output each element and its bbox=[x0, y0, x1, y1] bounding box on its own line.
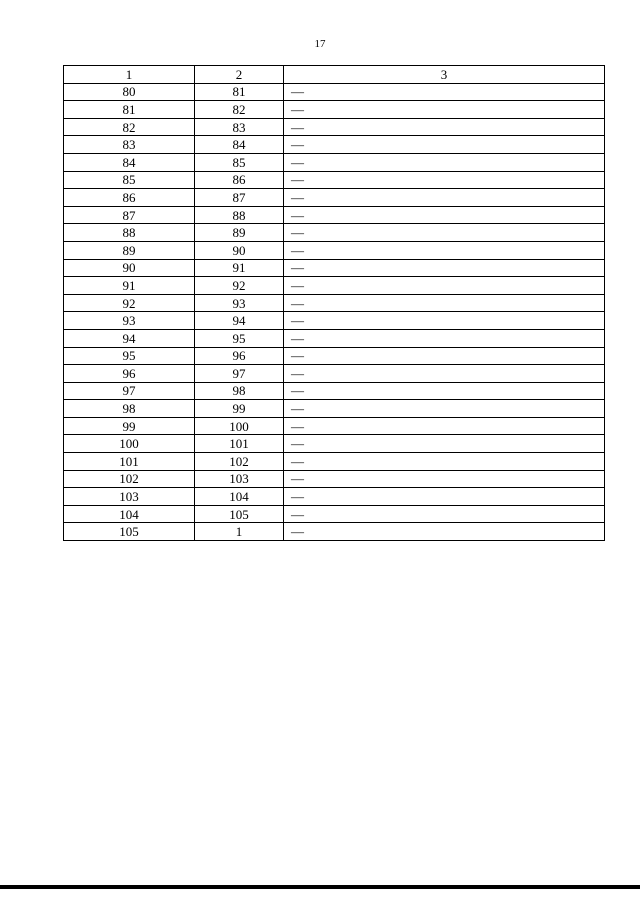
table-cell-col-3: — bbox=[284, 153, 605, 171]
table-cell-col-1: 98 bbox=[64, 400, 195, 418]
table-cell-col-2: 82 bbox=[195, 101, 284, 119]
table-cell-col-1: 102 bbox=[64, 470, 195, 488]
table-row bbox=[64, 329, 605, 347]
table-cell-col-3: — bbox=[284, 189, 605, 207]
table-cell-col-2: 103 bbox=[195, 470, 284, 488]
table-cell-col-1: 96 bbox=[64, 365, 195, 383]
table-cell-col-1: 100 bbox=[64, 435, 195, 453]
table-row bbox=[64, 488, 605, 506]
table-row bbox=[64, 470, 605, 488]
table-cell-col-2: 81 bbox=[195, 83, 284, 101]
column-header-2: 2 bbox=[195, 66, 284, 84]
table-row bbox=[64, 136, 605, 154]
table-row bbox=[64, 453, 605, 471]
table-cell-col-2: 89 bbox=[195, 224, 284, 242]
table-cell-col-2: 95 bbox=[195, 329, 284, 347]
table-cell-col-1: 90 bbox=[64, 259, 195, 277]
table-cell-col-3: — bbox=[284, 224, 605, 242]
table-cell-col-3: — bbox=[284, 206, 605, 224]
data-table bbox=[63, 65, 605, 541]
table-row bbox=[64, 153, 605, 171]
column-header-1: 1 bbox=[64, 66, 195, 84]
table-cell-col-3: — bbox=[284, 277, 605, 295]
table-cell-col-1: 95 bbox=[64, 347, 195, 365]
table-row bbox=[64, 241, 605, 259]
table-cell-col-2: 86 bbox=[195, 171, 284, 189]
table-cell-col-1: 97 bbox=[64, 382, 195, 400]
table-cell-col-1: 88 bbox=[64, 224, 195, 242]
table-cell-col-2: 91 bbox=[195, 259, 284, 277]
table-row bbox=[64, 171, 605, 189]
table-cell-col-2: 102 bbox=[195, 453, 284, 471]
table-cell-col-2: 92 bbox=[195, 277, 284, 295]
table-row bbox=[64, 400, 605, 418]
table-cell-col-3: — bbox=[284, 329, 605, 347]
table-cell-col-1: 86 bbox=[64, 189, 195, 207]
table-cell-col-3: — bbox=[284, 83, 605, 101]
table-cell-col-2: 101 bbox=[195, 435, 284, 453]
table-cell-col-2: 88 bbox=[195, 206, 284, 224]
table-row bbox=[64, 83, 605, 101]
table-cell-col-1: 89 bbox=[64, 241, 195, 259]
table-cell-col-3: — bbox=[284, 171, 605, 189]
table-cell-col-3: — bbox=[284, 136, 605, 154]
table-cell-col-2: 87 bbox=[195, 189, 284, 207]
table-row bbox=[64, 294, 605, 312]
table-row bbox=[64, 101, 605, 119]
table-cell-col-1: 94 bbox=[64, 329, 195, 347]
table-row bbox=[64, 382, 605, 400]
table-cell-col-3: — bbox=[284, 101, 605, 119]
table-row bbox=[64, 224, 605, 242]
table-cell-col-2: 97 bbox=[195, 365, 284, 383]
table-cell-col-1: 93 bbox=[64, 312, 195, 330]
table-cell-col-2: 100 bbox=[195, 417, 284, 435]
table-row bbox=[64, 347, 605, 365]
table-cell-col-1: 84 bbox=[64, 153, 195, 171]
table-header-row bbox=[64, 66, 605, 84]
table-cell-col-1: 85 bbox=[64, 171, 195, 189]
table-cell-col-2: 83 bbox=[195, 118, 284, 136]
table-row bbox=[64, 118, 605, 136]
table-row bbox=[64, 206, 605, 224]
table-cell-col-1: 101 bbox=[64, 453, 195, 471]
table-cell-col-3: — bbox=[284, 453, 605, 471]
table-cell-col-2: 96 bbox=[195, 347, 284, 365]
table-cell-col-1: 104 bbox=[64, 505, 195, 523]
table-row bbox=[64, 312, 605, 330]
table-cell-col-3: — bbox=[284, 435, 605, 453]
table-cell-col-1: 105 bbox=[64, 523, 195, 541]
table-row bbox=[64, 189, 605, 207]
table-cell-col-3: — bbox=[284, 470, 605, 488]
table-cell-col-2: 104 bbox=[195, 488, 284, 506]
table-cell-col-3: — bbox=[284, 241, 605, 259]
table-body bbox=[64, 83, 605, 540]
column-header-3: 3 bbox=[284, 66, 605, 84]
table-cell-col-3: — bbox=[284, 294, 605, 312]
table-row bbox=[64, 277, 605, 295]
table-cell-col-1: 83 bbox=[64, 136, 195, 154]
table-cell-col-3: — bbox=[284, 488, 605, 506]
table-row bbox=[64, 505, 605, 523]
table-cell-col-3: — bbox=[284, 523, 605, 541]
table-cell-col-3: — bbox=[284, 118, 605, 136]
page-number: 17 bbox=[314, 38, 326, 50]
table-cell-col-2: 99 bbox=[195, 400, 284, 418]
table-row bbox=[64, 435, 605, 453]
table-cell-col-3: — bbox=[284, 400, 605, 418]
table-cell-col-2: 84 bbox=[195, 136, 284, 154]
table-cell-col-3: — bbox=[284, 365, 605, 383]
table-cell-col-2: 85 bbox=[195, 153, 284, 171]
table-cell-col-1: 99 bbox=[64, 417, 195, 435]
table-cell-col-1: 91 bbox=[64, 277, 195, 295]
table-cell-col-3: — bbox=[284, 312, 605, 330]
table-cell-col-1: 103 bbox=[64, 488, 195, 506]
table-row bbox=[64, 365, 605, 383]
table-cell-col-2: 98 bbox=[195, 382, 284, 400]
table-cell-col-3: — bbox=[284, 382, 605, 400]
table-cell-col-1: 80 bbox=[64, 83, 195, 101]
table-cell-col-3: — bbox=[284, 347, 605, 365]
table-cell-col-2: 1 bbox=[195, 523, 284, 541]
table-cell-col-1: 92 bbox=[64, 294, 195, 312]
table-cell-col-3: — bbox=[284, 417, 605, 435]
table-cell-col-1: 81 bbox=[64, 101, 195, 119]
table-cell-col-1: 82 bbox=[64, 118, 195, 136]
table-cell-col-2: 94 bbox=[195, 312, 284, 330]
table-cell-col-1: 87 bbox=[64, 206, 195, 224]
table-row bbox=[64, 417, 605, 435]
table-cell-col-2: 105 bbox=[195, 505, 284, 523]
table-cell-col-3: — bbox=[284, 505, 605, 523]
table-cell-col-2: 90 bbox=[195, 241, 284, 259]
bottom-rule bbox=[0, 885, 640, 889]
table-cell-col-2: 93 bbox=[195, 294, 284, 312]
table-row bbox=[64, 259, 605, 277]
table-row bbox=[64, 523, 605, 541]
table-cell-col-3: — bbox=[284, 259, 605, 277]
